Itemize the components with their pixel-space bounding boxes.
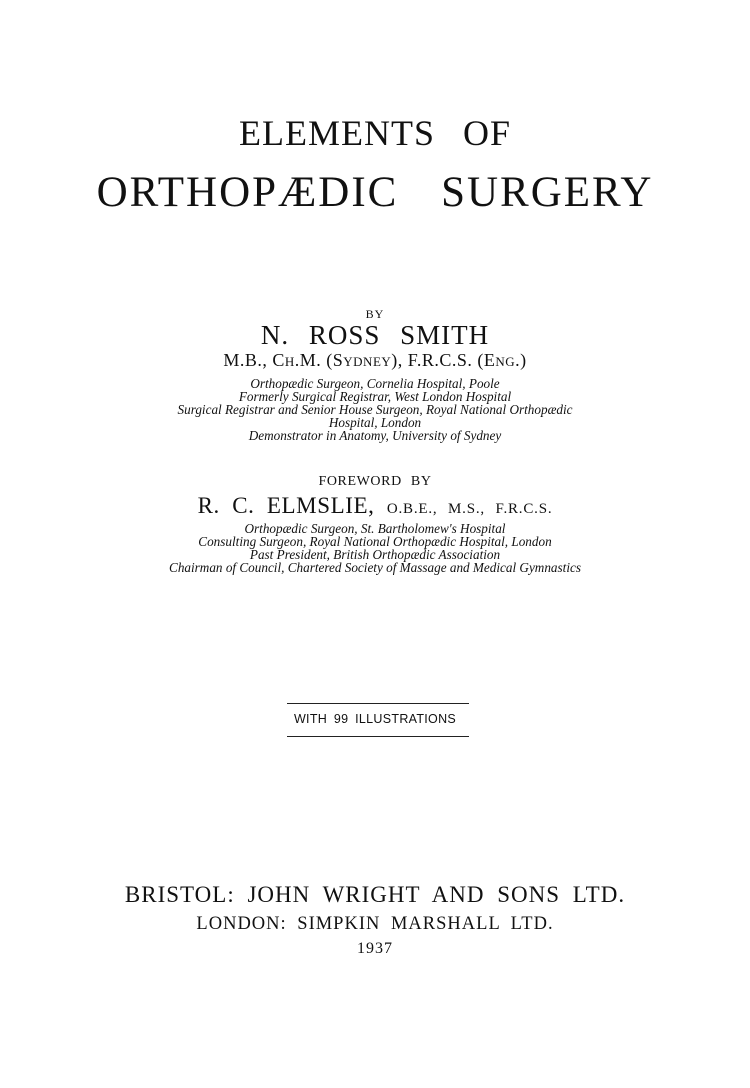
foreword-position-2: Consulting Surgeon, Royal National Orthopædic Hospital, London: [198, 534, 552, 549]
illustrations-rule-top: [287, 703, 469, 704]
author-position-4: Hospital, London: [328, 415, 422, 430]
book-title-line-2: ORTHOPÆDIC SURGERY: [96, 169, 654, 216]
foreword-author-honours: O.B.E., M.S., F.R.C.S.: [386, 501, 553, 517]
illustrations-note: WITH 99 ILLUSTRATIONS: [293, 712, 457, 726]
foreword-position-3: Past President, British Orthopædic Association: [249, 547, 501, 562]
author-position-5: Demonstrator in Anatomy, University of Sydney: [248, 428, 502, 443]
distributor-line: LONDON: SIMPKIN MARSHALL LTD.: [196, 914, 554, 934]
foreword-author-name: R. C. ELMSLIE,: [197, 493, 375, 518]
foreword-author: [0, 493, 750, 519]
publication-year: 1937: [357, 940, 393, 957]
author-qualifications: M.B., Ch.M. (Sydney), F.R.C.S. (Eng.): [223, 350, 527, 370]
author-name: N. ROSS SMITH: [260, 320, 490, 350]
author-position-1: Orthopædic Surgeon, Cornelia Hospital, Poole: [250, 376, 500, 391]
by-label: BY: [365, 307, 385, 321]
author-position-2: Formerly Surgical Registrar, West London Hospital: [238, 389, 512, 404]
publisher-line: BRISTOL: JOHN WRIGHT AND SONS LTD.: [124, 882, 626, 907]
illustrations-rule-bottom: [287, 736, 469, 737]
book-title-line-1: ELEMENTS OF: [239, 113, 511, 153]
foreword-position-1: Orthopædic Surgeon, St. Bartholomew's Hospital: [244, 521, 506, 536]
foreword-label: FOREWORD BY: [318, 474, 432, 489]
foreword-position-4: Chairman of Council, Chartered Society of Massage and Medical Gymnastics: [169, 560, 581, 575]
author-position-3: Surgical Registrar and Senior House Surgeon, Royal National Orthopædic: [177, 402, 573, 417]
